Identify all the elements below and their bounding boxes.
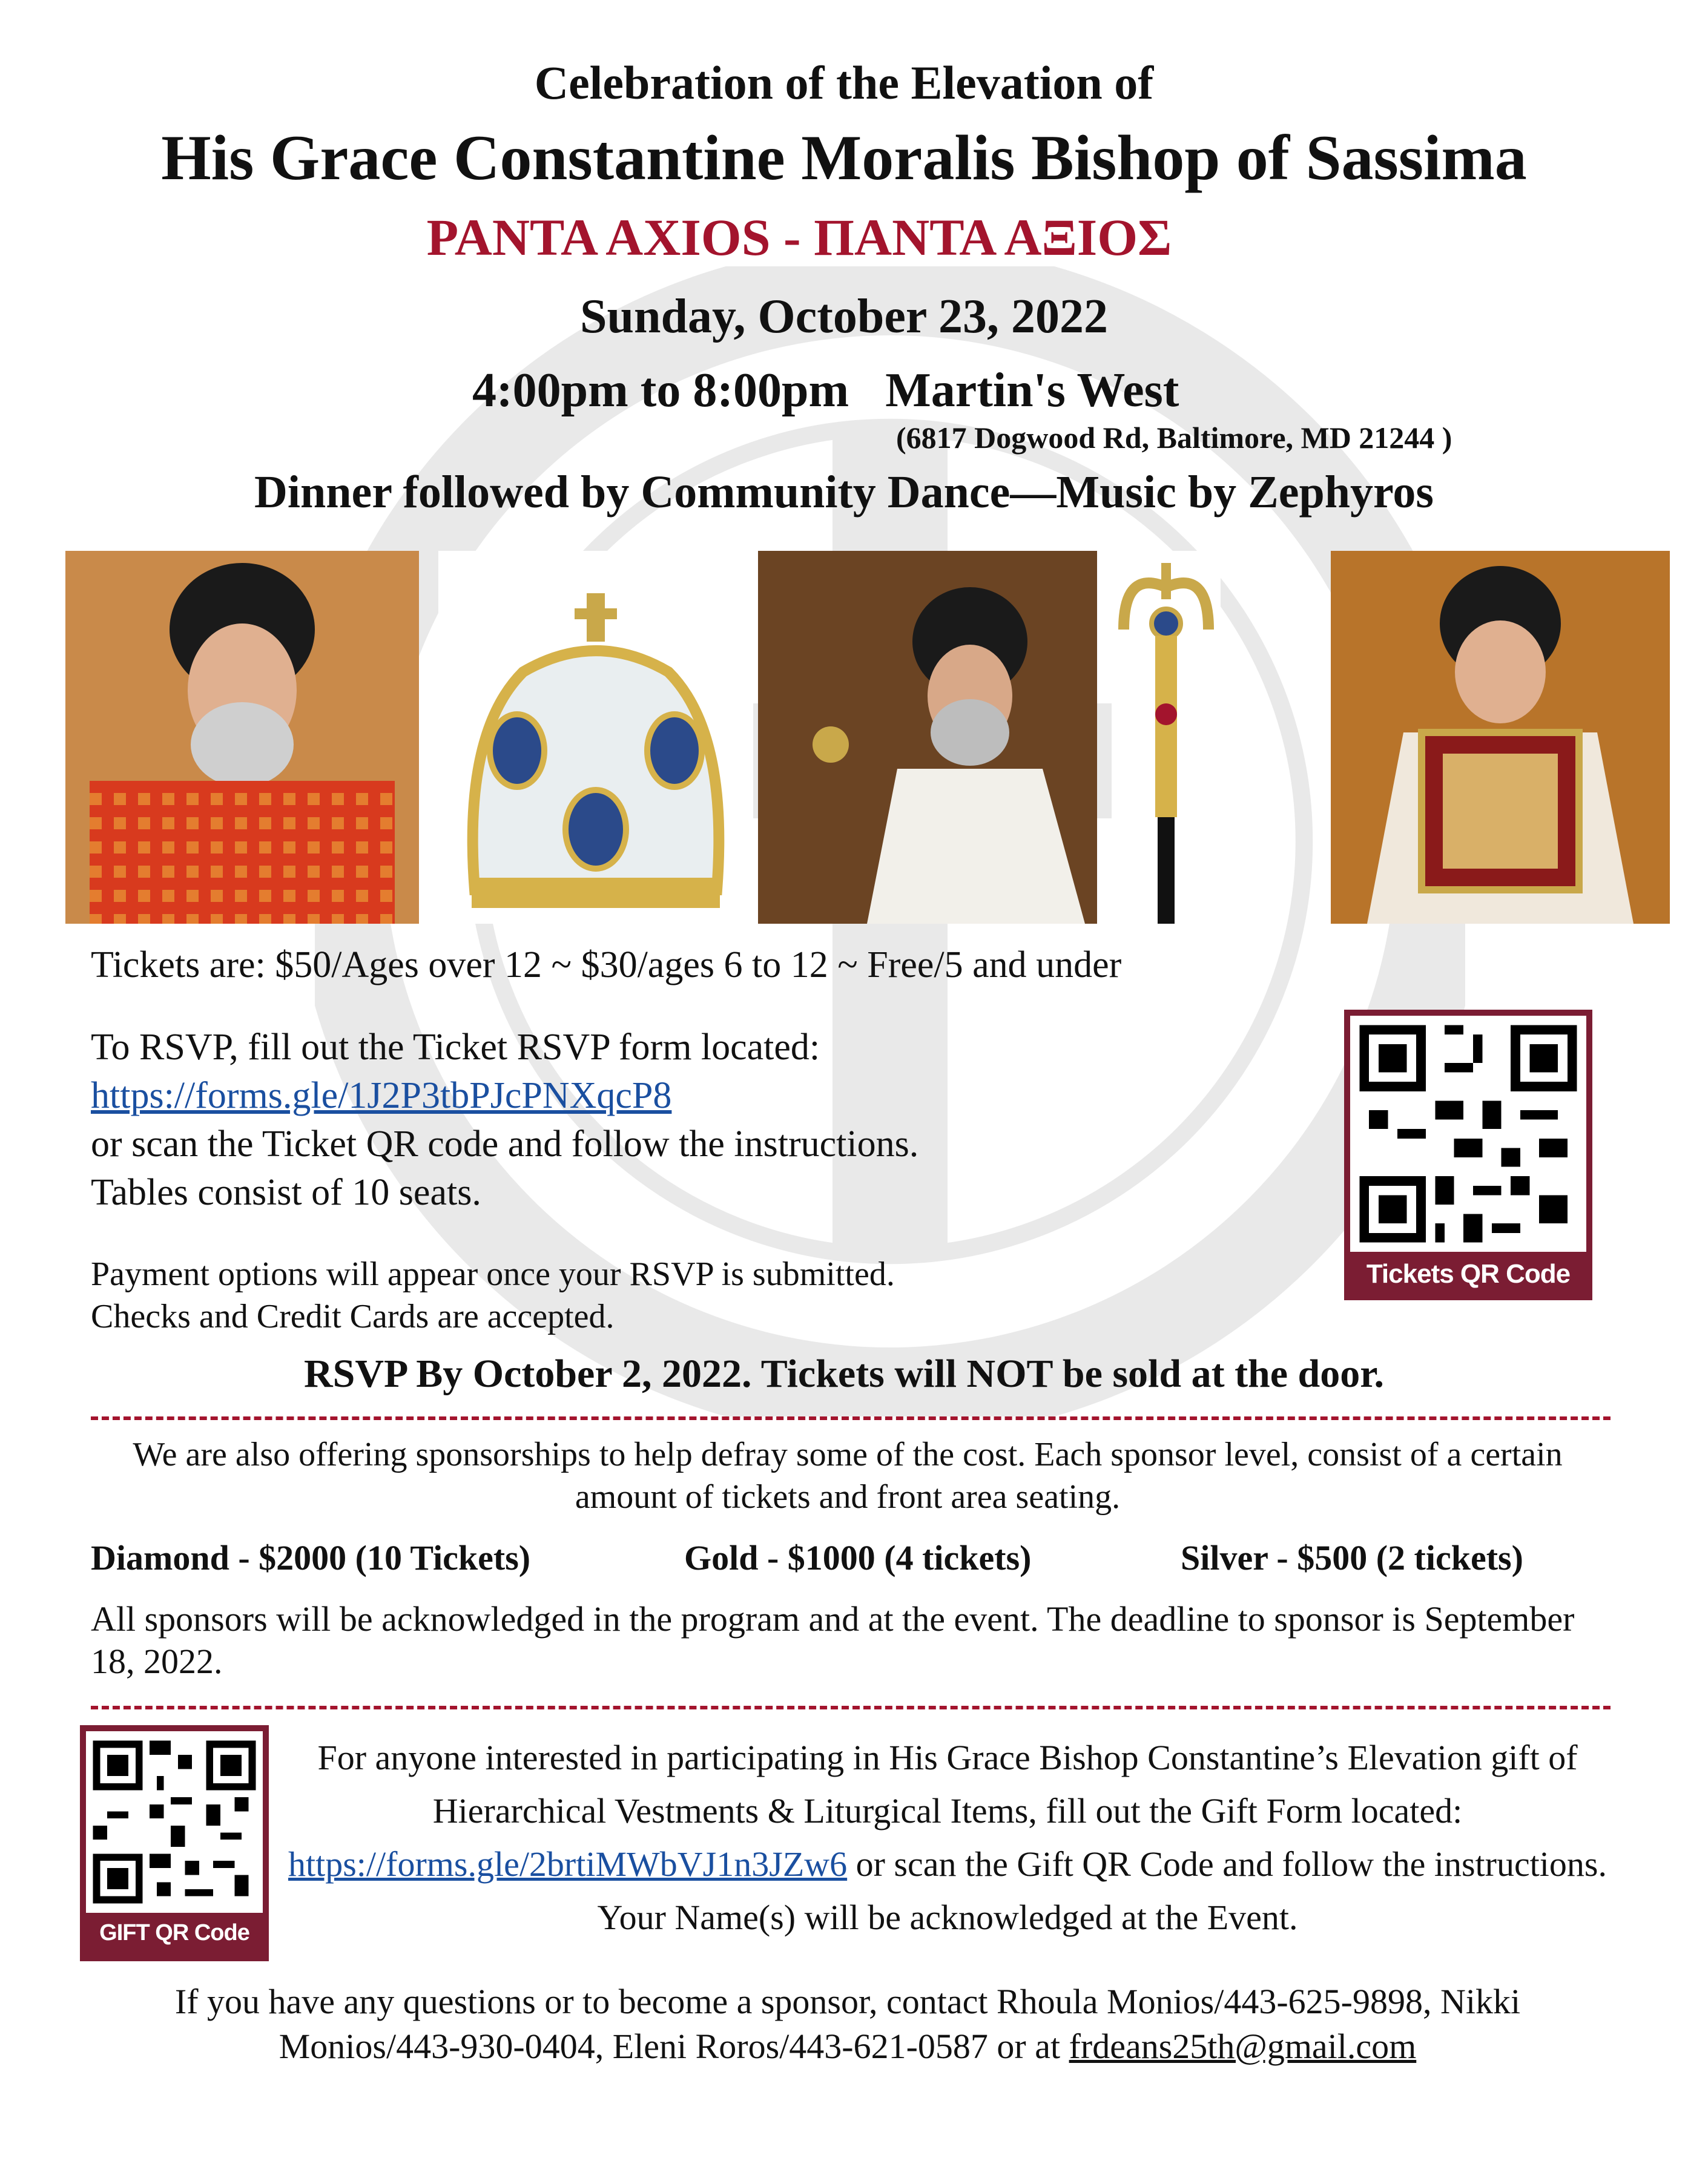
payment-line-1: Payment options will appear once your RSVP is submitted. [91,1255,895,1293]
bishop-censing-photo [758,551,1097,924]
event-time: 4:00pm to 8:00pm [472,364,849,417]
contact-text: If you have any questions or to become a sponsor, contact Rhoula Monios/443-625-9898, Nikki Monios/443-930-0404, Eleni Roros/443-621-0587 or at [174,1982,1521,2066]
payment-info [91,1253,895,1338]
gift-instructions [285,1731,1611,1944]
tables-info: Tables consist of 10 seats. [91,1172,481,1213]
tickets-qr-code[interactable] [1344,1010,1592,1300]
bishop-portrait-photo [65,551,419,924]
event-subtitle: Celebration of the Elevation of [534,56,1154,109]
mitre-crown-photo [438,551,753,924]
payment-line-2: Checks and Credit Cards are accepted. [91,1298,615,1335]
rsvp-intro: To RSVP, fill out the Ticket RSVP form located: [91,1027,820,1068]
sponsor-level-silver: Silver - $500 (2 tickets) [1181,1538,1523,1577]
ticket-prices: Tickets are: $50/Ages over 12 ~ $30/ages 6 to 12 ~ Free/5 and under [91,944,1122,985]
event-venue: Martin's West [885,364,1179,417]
rsvp-form-link[interactable]: https://forms.gle/1J2P3tbPJcPNXqcP8 [91,1075,672,1116]
sponsorship-intro: We are also offering sponsorships to help defray some of the cost. Each sponsor level, consist of a certain amount of tickets and front area seating. [133,1436,1563,1516]
gift-qr-label: GIFT QR Code [99,1920,249,1946]
sponsor-level-diamond: Diamond - $2000 (10 Tickets) [91,1538,531,1577]
contact-info [85,1979,1611,2069]
rsvp-deadline: RSVP By October 2, 2022. Tickets will NOT be sold at the door. [304,1352,1384,1396]
gift-form-link[interactable]: https://forms.gle/2brtiMWbVJ1n3JZw6 [288,1844,848,1884]
gift-text-2: or scan the Gift QR Code and follow the instructions. Your Name(s) will be acknowledged at the Event. [597,1844,1607,1937]
greek-motto: PANTA AXIOS - ΠΑΝΤΑ ΑΞΙΟΣ [426,208,1172,266]
sponsor-level-gold: Gold - $1000 (4 tickets) [684,1538,1032,1577]
rsvp-instructions [91,1023,1271,1217]
venue-address: (6817 Dogwood Rd, Baltimore, MD 21244 ) [896,421,1452,455]
rsvp-scan-text: or scan the Ticket QR code and follow the instructions. [91,1123,919,1165]
gift-text-1: For anyone interested in participating in His Grace Bishop Constantine’s Elevation gift of Hierarchical Vestments & Liturgical Items, fill out the Gift Form located: [317,1738,1578,1830]
crozier-staff-photo [1112,551,1221,924]
gift-qr-code[interactable] [80,1725,269,1961]
dinner-info: Dinner followed by Community Dance—Music by Zephyros [254,467,1434,518]
section-divider [91,1416,1611,1420]
section-divider [91,1706,1611,1709]
tickets-qr-label: Tickets QR Code [1366,1259,1571,1289]
event-time-venue [472,363,1179,418]
contact-email[interactable]: frdeans25th@gmail.com [1069,2027,1417,2066]
event-date: Sunday, October 23, 2022 [580,290,1108,343]
sponsor-acknowledgement: All sponsors will be acknowledged in the program and at the event. The deadline to sponsor is September 18, 2022. [91,1599,1575,1681]
bishop-holding-icon-photo [1331,551,1670,924]
event-title: His Grace Constantine Moralis Bishop of Sassima [161,122,1527,193]
